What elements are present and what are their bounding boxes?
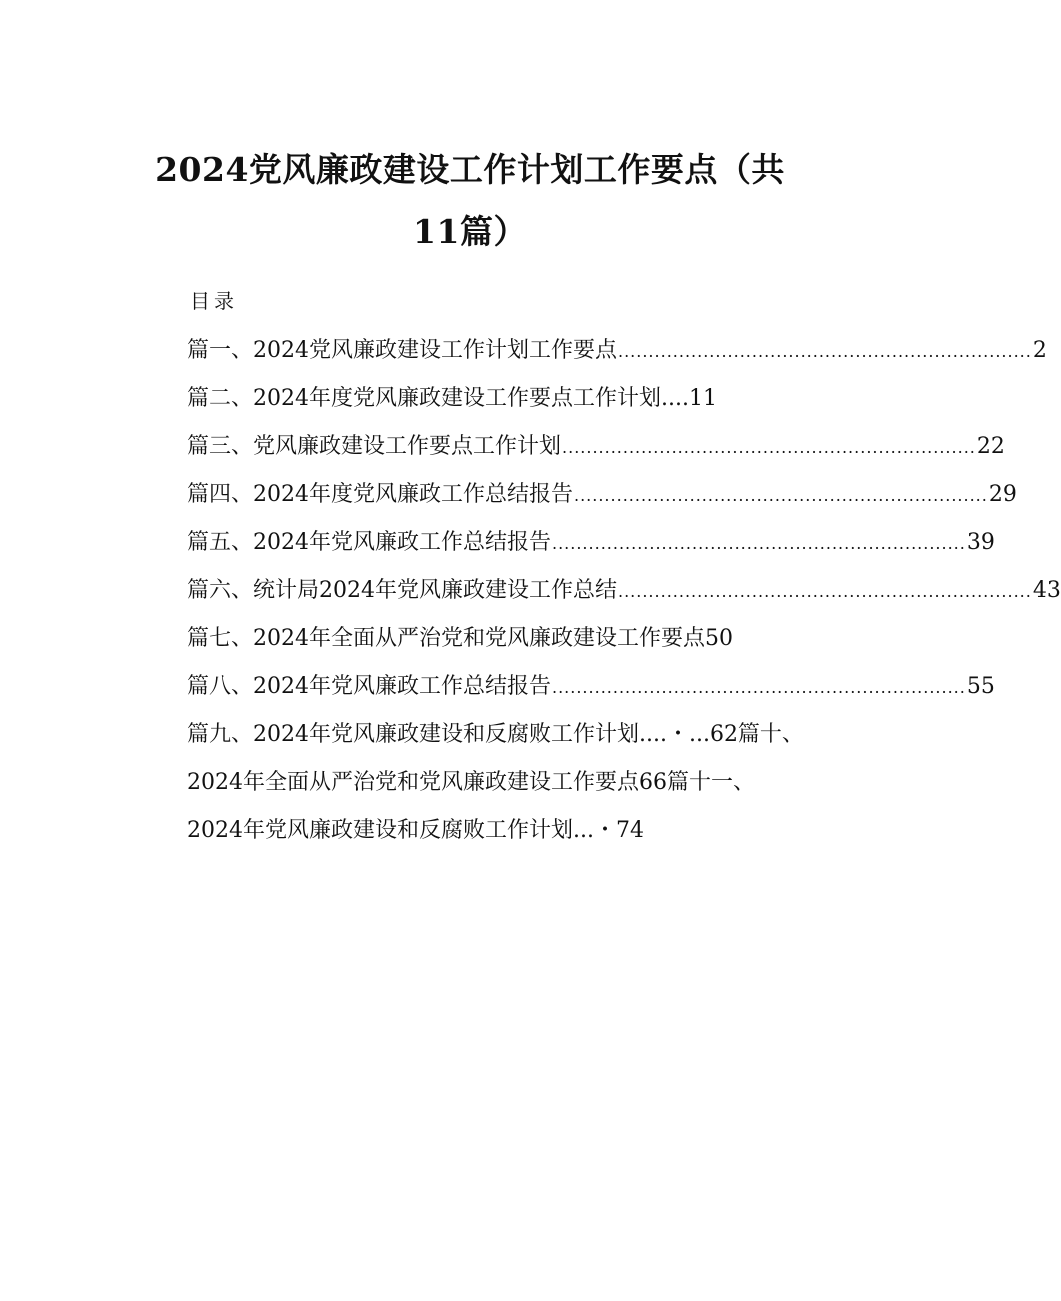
toc-entry-title: 篇五、2024年党风廉政工作总结报告 (187, 530, 551, 555)
toc-entry-5[interactable] (187, 528, 995, 558)
toc-entry-title: 篇二、2024年度党风廉政建设工作要点工作计划....11 (187, 386, 717, 411)
toc-entry-9[interactable] (187, 720, 804, 750)
toc-dot-leader: .................................................................... (552, 534, 966, 553)
toc-entry-page: 29 (988, 482, 1017, 507)
toc-entry-8[interactable] (187, 672, 995, 702)
toc-entry-title: 篇九、2024年党风廉政建设和反腐败工作计划....・...62篇十、 (187, 722, 804, 747)
toc-entry-title: 2024年党风廉政建设和反腐败工作计划...・74 (187, 818, 644, 843)
document-title-line-2: 11篇） (413, 212, 527, 251)
toc-entry-page: 2 (1032, 338, 1047, 363)
toc-dot-leader: .................................................................... (562, 438, 976, 457)
toc-entry-title: 篇七、2024年全面从严治党和党风廉政建设工作要点50 (187, 626, 733, 651)
toc-entry-10[interactable] (187, 768, 755, 798)
toc-entry-6[interactable] (187, 576, 1061, 606)
toc-dot-leader: .................................................................... (552, 678, 966, 697)
toc-entry-page: 22 (976, 434, 1005, 459)
toc-entry-3[interactable] (187, 432, 1005, 462)
document-title-line-1: 2024党风廉政建设工作计划工作要点（共 (155, 150, 785, 189)
toc-heading: 目录 (190, 289, 238, 313)
toc-entry-page: 39 (966, 530, 995, 555)
toc-entry-7[interactable] (187, 624, 733, 654)
toc-entry-title: 篇三、党风廉政建设工作要点工作计划 (187, 434, 562, 459)
toc-dot-leader: .................................................................... (618, 582, 1032, 601)
toc-entry-1[interactable] (187, 336, 1047, 366)
toc-dot-leader: .................................................................... (618, 342, 1032, 361)
toc-entry-page: 43 (1032, 578, 1061, 603)
toc-entry-page: 55 (966, 674, 995, 699)
toc-entry-title: 篇六、统计局2024年党风廉政建设工作总结 (187, 578, 617, 603)
toc-entry-title: 篇一、2024党风廉政建设工作计划工作要点 (187, 338, 617, 363)
toc-entry-title: 2024年全面从严治党和党风廉政建设工作要点66篇十一、 (187, 770, 755, 795)
toc-entry-2[interactable] (187, 384, 717, 414)
toc-entry-title: 篇四、2024年度党风廉政工作总结报告 (187, 482, 573, 507)
toc-dot-leader: .................................................................... (574, 486, 988, 505)
toc-entry-title: 篇八、2024年党风廉政工作总结报告 (187, 674, 551, 699)
toc-entry-4[interactable] (187, 480, 1017, 510)
toc-entry-11[interactable] (187, 816, 644, 846)
